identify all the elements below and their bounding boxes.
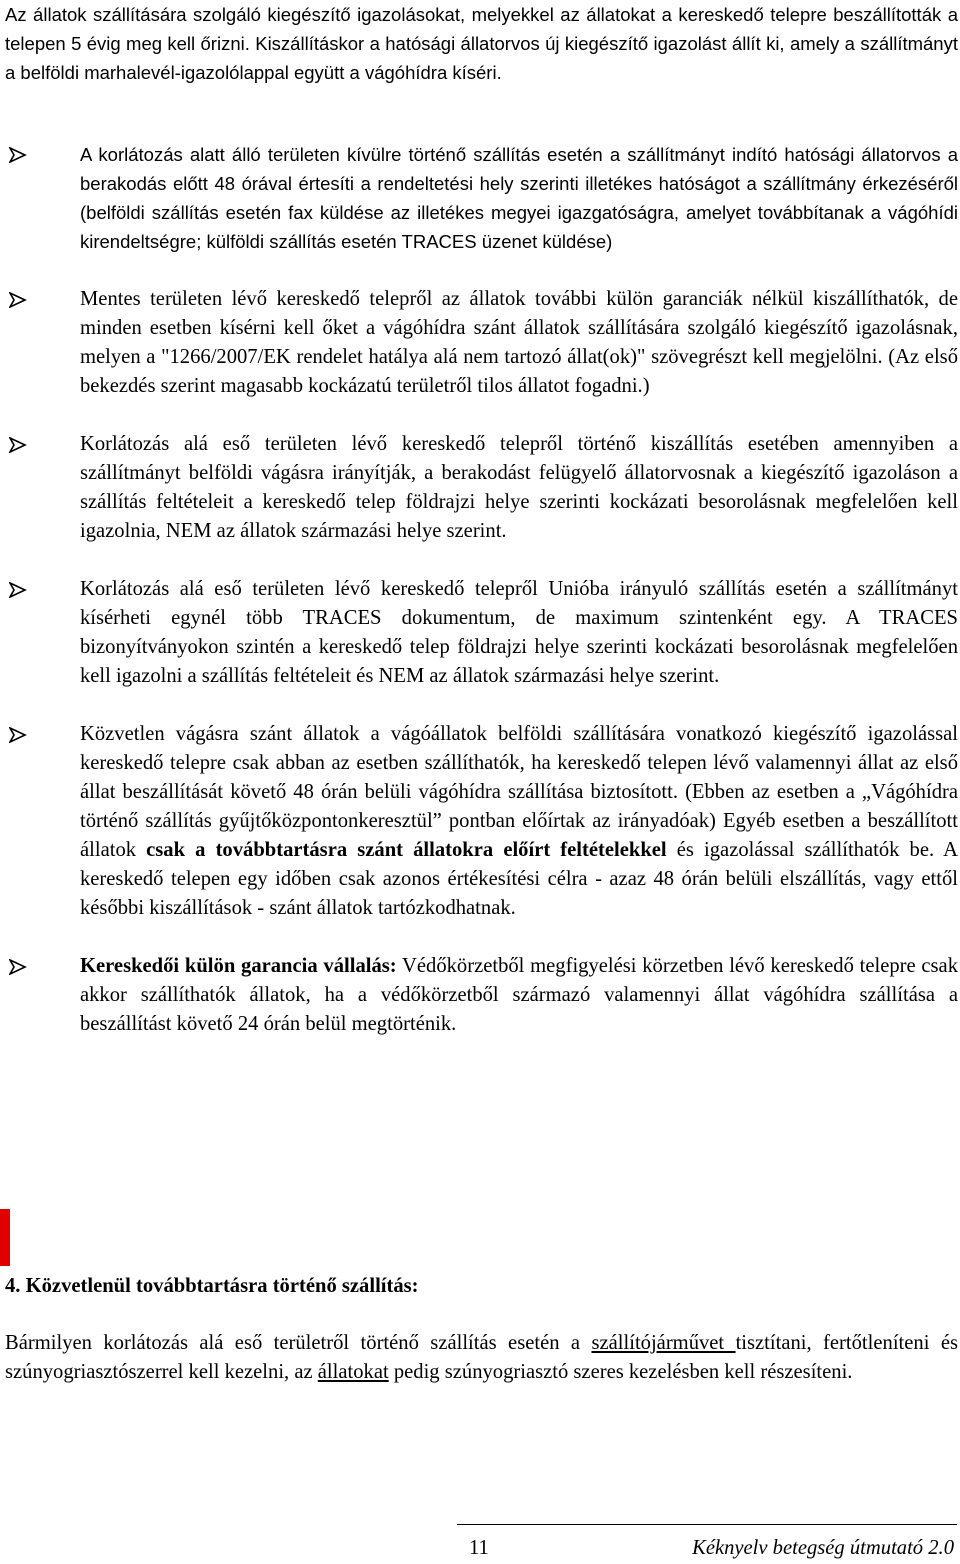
page-number: 11 bbox=[469, 1537, 489, 1559]
arrowhead-bullet-icon bbox=[5, 952, 80, 981]
bullet-text: Mentes területen lévő kereskedő telepről az állatok további külön garanciák nélkül kiszállíthatók, de minden esetben kísérni kell őket a vágóhídra szánt állatok szállítására szolgáló kiegészítő igazolásnak, melyen a "1266/2007/EK rendelet hatálya alá nem tartozó állat(ok)" szövegrészt kell megjelölni. (Az első bekezdés szerint magasabb kockázatú területről tilos állatot fogadni.) bbox=[80, 288, 958, 397]
animals-link[interactable]: állatokat bbox=[317, 1361, 389, 1383]
bullet-text-emphasis: csak a továbbtartásra szánt állatokra előírt feltételekkel bbox=[146, 839, 667, 861]
vehicle-link[interactable]: szállítójármű​vet bbox=[591, 1332, 736, 1354]
list-item bbox=[5, 430, 958, 546]
section-heading bbox=[5, 1272, 419, 1301]
list-item bbox=[5, 575, 958, 691]
arrowhead-bullet-icon bbox=[5, 430, 80, 459]
bullet-text bbox=[80, 952, 958, 1039]
list-item bbox=[5, 720, 958, 923]
intro-paragraph: Az állatok szállítására szolgáló kiegészítő igazolásokat, melyekkel az állatokat a kereskedő telepre beszállították a telepen 5 évig meg kell őrizni. Kiszállításkor a hatósági állatorvos új kiegészítő igazolást állít ki, amely a szállítmányt a belföldi marhalevél-igazolólappal együtt a vágóhídra kíséri. bbox=[5, 4, 958, 83]
arrowhead-bullet-icon bbox=[5, 140, 80, 169]
list-item bbox=[5, 285, 958, 401]
bullet-text-emphasis: Kereskedői külön garancia vállalás: bbox=[80, 955, 397, 977]
footer-title: Kéknyelv betegség útmutató 2.0 bbox=[692, 1537, 954, 1559]
bullet-text: Korlátozás alá eső területen lévő kereskedő telepről történő kiszállítás esetében amennyiben a szállítmányt belföldi vágásra irányítják, a berakodást felügyelő állatorvosnak a kiegészítő igazoláson a szállítás feltételeit a kereskedő telep földrajzi helye szerinti kockázati besorolásnak megfelelően kell igazolnia, NEM az állatok származási helye szerint. bbox=[80, 433, 958, 542]
section-title: Közvetlenül továbbtartásra történő szállítás: bbox=[25, 1275, 419, 1297]
closing-text: pedig szúnyogriasztó szeres kezelésben kell részesíteni. bbox=[388, 1361, 853, 1383]
arrowhead-bullet-icon bbox=[5, 720, 80, 749]
arrowhead-bullet-icon bbox=[5, 575, 80, 604]
bullet-text-part: és igazolással szállíthatók be. A kereskedő telepen egy időben csak azonos értékesítési célra - azaz 48 órán belüli elszállítás, vagy ettől későbbi kiszállítások - szánt állatok tartózkodhatnak. bbox=[80, 839, 958, 919]
change-marker-bar bbox=[0, 1209, 10, 1266]
bullet-text-part: Közvetlen vágásra szánt állatok a vágóállatok belföldi szállítására vonatkozó kiegészítő igazolással kereskedő telepre csak abban az esetben szállíthatók, ha kereskedő telepen lévő valamennyi állat az első állat beszállítását követő 48 órán belüli vágóhídra szállítása biztosított. (Ebben az esetben a „Vágóhídra történő szállítás gyűjtőközpontonkeresztül” pontban előírtak az irányadóak) Egyéb esetben a beszállított állatok bbox=[80, 723, 958, 861]
footer-divider bbox=[457, 1524, 957, 1525]
bullet-list bbox=[5, 140, 958, 1068]
bullet-text-part: Védőkörzetből megfigyelési körzetben lévő kereskedő telepre csak akkor szállíthatók állatok, ha a védőkörzetből származó valamennyi állat vágóhídra szállítása a beszállítást követő 24 órán belül megtörténik. bbox=[80, 955, 958, 1035]
arrowhead-bullet-icon bbox=[5, 285, 80, 314]
section-number: 4. bbox=[5, 1275, 21, 1297]
closing-text: tisztítani, fertőtleníteni és szúnyogriasztószerrel kell kezelni, az bbox=[5, 1332, 958, 1383]
bullet-text: A korlátozás alatt álló területen kívülre történő szállítás esetén a szállítmányt indító hatósági állatorvos a berakodás előtt 48 órával értesíti a rendeltetési hely szerinti illetékes hatóságot a szállítmány érkezéséről (belföldi szállítás esetén fax küldése az illetékes megyei igazgatóságra, amelyet továbbítanak a vágóhídi kirendeltségre; külföldi szállítás esetén TRACES üzenet küldése) bbox=[80, 144, 958, 252]
list-item bbox=[5, 140, 958, 256]
closing-paragraph bbox=[5, 1329, 958, 1387]
bullet-text bbox=[80, 720, 958, 923]
list-item bbox=[5, 952, 958, 1039]
bullet-text: Korlátozás alá eső területen lévő kereskedő telepről Unióba irányuló szállítás esetén a szállítmányt kísérheti egynél több TRACES dokumentum, de maximum szintenként egy. A TRACES bizonyítványokon szintén a kereskedő telep földrajzi helye szerinti kockázati besorolásnak megfelelően kell igazolni a szállítás feltételeit és NEM az állatok származási helye szerint. bbox=[80, 578, 958, 687]
closing-text: Bármilyen korlátozás alá eső területről történő szállítás esetén a bbox=[5, 1332, 592, 1354]
